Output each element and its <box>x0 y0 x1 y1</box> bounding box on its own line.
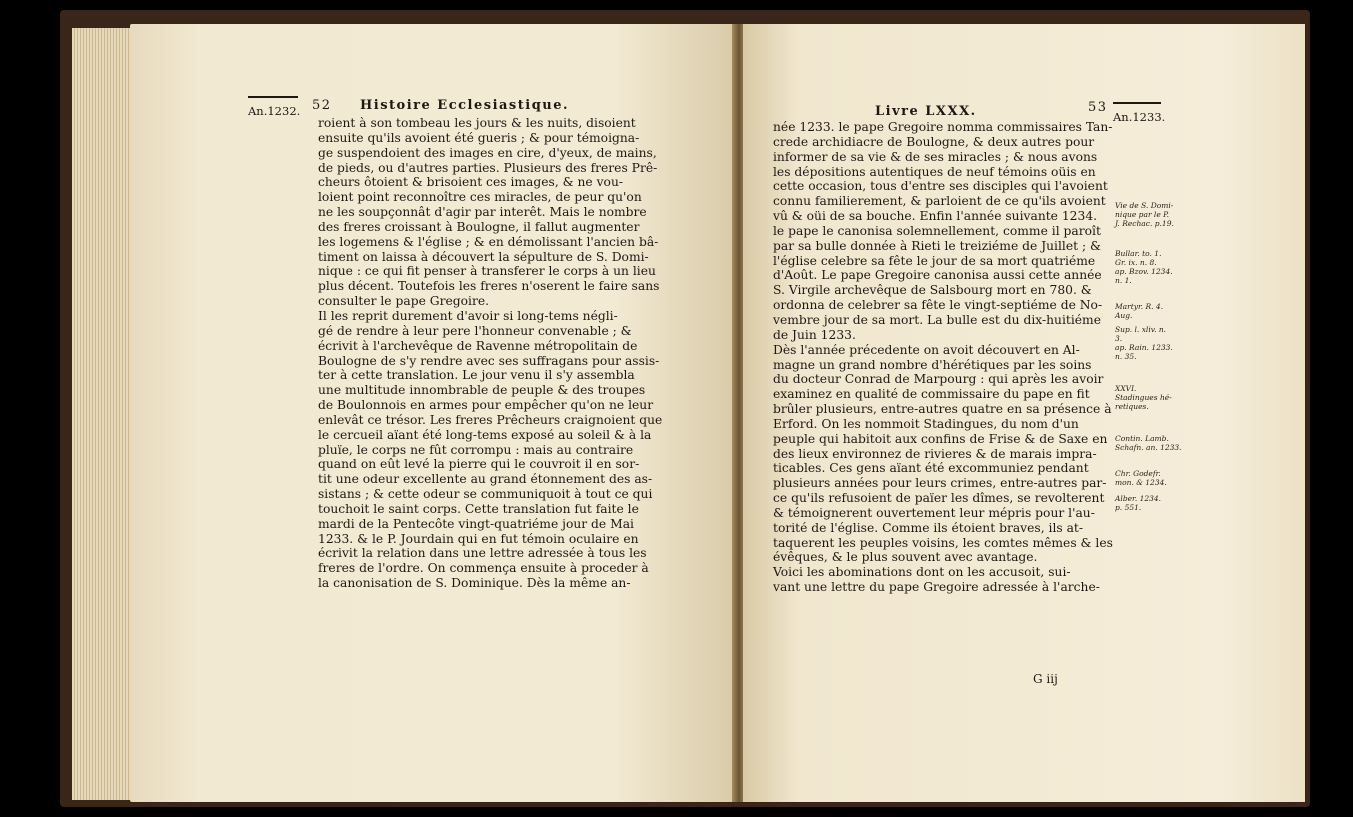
text-line: plus décent. Toutefois les freres n'oserent le faire sans <box>318 279 660 294</box>
margin-note: Alber. 1234. p. 551. <box>1115 494 1162 512</box>
text-line: Erford. On les nommoit Stadingues, du nom d'un <box>773 416 1079 431</box>
page-edges <box>72 28 134 800</box>
text-line: vembre jour de sa mort. La bulle est du dix-huitiéme <box>773 312 1101 327</box>
text-line: Il les reprit durement d'avoir si long-tems négli- <box>318 308 618 323</box>
text-line: enlevât ce trésor. Les freres Prêcheurs craignoient que <box>318 412 663 427</box>
text-line: cheurs ôtoient & brisoient ces images, & ne vou- <box>318 175 624 190</box>
text-line: ce qu'ils refusoient de païer les dîmes, se revolterent <box>773 491 1105 506</box>
text-line: brûler plusieurs, entre-autres quatre en sa présence à <box>773 402 1112 417</box>
text-line: consulter le pape Gregoire. <box>318 294 490 309</box>
text-line: ge suspendoient des images en cire, d'yeux, de mains, <box>318 145 657 160</box>
text-line: nique : ce qui fit penser à transferer le corps à un lieu <box>318 264 656 279</box>
margin-note: Vie de S. Domi- nique par le P. J. Rechac. p.19. <box>1115 201 1174 228</box>
right-year: An.1233. <box>1113 110 1166 124</box>
header-rule <box>1113 102 1161 104</box>
book-spread <box>60 10 1310 807</box>
text-line: les logemens & l'église ; & en démolissant l'ancien bâ- <box>318 234 659 249</box>
left-running-title: Histoire Ecclesiastique. <box>360 98 570 113</box>
text-line: ticables. Ces gens aïant été excommuniez pendant <box>773 461 1089 476</box>
text-line: torité de l'église. Comme ils étoient braves, ils at- <box>773 520 1084 535</box>
margin-note: Chr. Godefr. mon. & 1234. <box>1115 469 1167 487</box>
text-line: tit une odeur excellente au grand étonnement des as- <box>318 472 653 487</box>
margin-note: Sup. l. xliv. n. 3. ap. Rain. 1233. n. 35. <box>1115 325 1173 361</box>
text-line: ordonna de celebrer sa fête le vingt-septiéme de No- <box>773 298 1103 313</box>
text-line: timent on laissa à découvert la sépulture de S. Domi- <box>318 249 649 264</box>
left-page-number: 52 <box>312 98 332 113</box>
text-line: de Juin 1233. <box>773 327 856 342</box>
text-line: les dépositions autentiques de neuf témoins oüis en <box>773 164 1096 179</box>
text-line: connu familierement, & parloient de ce qu'ils avoient <box>773 194 1106 209</box>
text-line: S. Virgile archevêque de Salsbourg mort en 780. & <box>773 283 1092 298</box>
text-line: roient à son tombeau les jours & les nuits, disoient <box>318 116 636 130</box>
text-line: pluïe, le corps ne fût corrompu : mais au contraire <box>318 442 634 457</box>
margin-note: Contin. Lamb. Schafn. an. 1233. <box>1115 434 1182 452</box>
left-body-text <box>318 116 718 591</box>
text-line: loient point reconnoître ces miracles, de peur qu'on <box>318 190 642 205</box>
text-line: de Boulonnois en armes pour empêcher qu'on ne leur <box>318 398 654 413</box>
text-line: taquerent les peuples voisins, les comtes mêmes & les <box>773 535 1113 550</box>
text-line: quand on eût levé la pierre qui le couvroit il en sor- <box>318 457 640 472</box>
text-line: des lieux environnez de rivieres & de marais impra- <box>773 446 1097 461</box>
margin-note: XXVI. Stadingues hé- retiques. <box>1115 384 1172 411</box>
text-line: ne les soupçonnât d'agir par interêt. Mais le nombre <box>318 205 647 220</box>
text-line: écrivit à l'archevêque de Ravenne métropolitain de <box>318 338 638 353</box>
text-line: sistans ; & cette odeur se communiquoit à tout ce qui <box>318 487 653 502</box>
text-line: une multitude innombrable de peuple & des troupes <box>318 383 646 398</box>
text-line: informer de sa vie & de ses miracles ; & nous avons <box>773 149 1098 164</box>
text-line: née 1233. le pape Gregoire nomma commissaires Tan- <box>773 120 1113 134</box>
text-line: vû & oüi de sa bouche. Enfin l'année suivante 1234. <box>773 209 1098 224</box>
text-line: cette occasion, tous d'entre ses disciples qui l'avoient <box>773 179 1108 194</box>
text-line: le pape le canonisa solemnellement, comme il paroît <box>773 223 1101 238</box>
text-line: vant une lettre du pape Gregoire adressée à l'arche- <box>773 580 1100 595</box>
text-line: & témoignerent ouvertement leur mépris pour l'au- <box>773 505 1095 520</box>
left-year: An.1232. <box>248 104 301 118</box>
text-line: du docteur Conrad de Marpourg : qui après les avoir <box>773 372 1104 387</box>
margin-note: Bullar. to. 1. Gr. ix. n. 8. ap. Bzov. 1234. n. 1. <box>1115 249 1173 285</box>
text-line: ensuite qu'ils avoient été gueris ; & pour témoigna- <box>318 130 640 145</box>
text-line: de pieds, ou d'autres parties. Plusieurs des freres Prê- <box>318 160 658 175</box>
right-body-text <box>773 120 1113 595</box>
header-rule <box>248 96 298 98</box>
right-running-title: Livre LXXX. <box>875 104 977 119</box>
text-line: évêques, & le plus souvent avec avantage. <box>773 550 1038 565</box>
text-line: 1233. & le P. Jourdain qui en fut témoin oculaire en <box>318 531 639 546</box>
text-line: des freres croissant à Boulogne, il fallut augmenter <box>318 219 640 234</box>
text-line: freres de l'ordre. On commença ensuite à proceder à <box>318 561 649 576</box>
text-line: touchoit le saint corps. Cette translation fut faite le <box>318 501 639 516</box>
margin-note: Martyr. R. 4. Aug. <box>1115 302 1164 320</box>
right-page-number: 53 <box>1088 100 1108 115</box>
right-page <box>743 24 1305 802</box>
text-line: l'église celebre sa fête le jour de sa mort quatriéme <box>773 253 1096 268</box>
text-line: plusieurs années pour leurs crimes, entre-autres par- <box>773 476 1107 491</box>
text-line: par sa bulle donnée à Rieti le treiziéme de Juillet ; & <box>773 238 1101 253</box>
left-page <box>130 24 735 802</box>
text-line: d'Août. Le pape Gregoire canonisa aussi cette année <box>773 268 1102 283</box>
text-line: examinez en qualité de commissaire du pape en fit <box>773 387 1090 402</box>
text-line: ter à cette translation. Le jour venu il s'y assembla <box>318 368 635 383</box>
text-line: le cercueil aïant été long-tems exposé au soleil & à la <box>318 427 652 442</box>
text-line: Voici les abominations dont on les accusoit, sui- <box>773 565 1071 580</box>
signature-mark: G iij <box>1033 672 1058 686</box>
text-line: gé de rendre à leur pere l'honneur convenable ; & <box>318 323 632 338</box>
text-line: écrivit la relation dans une lettre adressée à tous les <box>318 546 647 561</box>
text-line: crede archidiacre de Boulogne, & deux autres pour <box>773 134 1095 149</box>
text-line: Boulogne de s'y rendre avec ses suffragans pour assis- <box>318 353 660 368</box>
text-line: magne un grand nombre d'hérétiques par les soins <box>773 357 1092 372</box>
text-line: la canonisation de S. Dominique. Dès la même an- <box>318 576 631 591</box>
text-line: Dès l'année précedente on avoit découvert en Al- <box>773 342 1080 357</box>
text-line: mardi de la Pentecôte vingt-quatriéme jour de Mai <box>318 516 634 531</box>
text-line: peuple qui habitoit aux confins de Frise & de Saxe en <box>773 431 1108 446</box>
